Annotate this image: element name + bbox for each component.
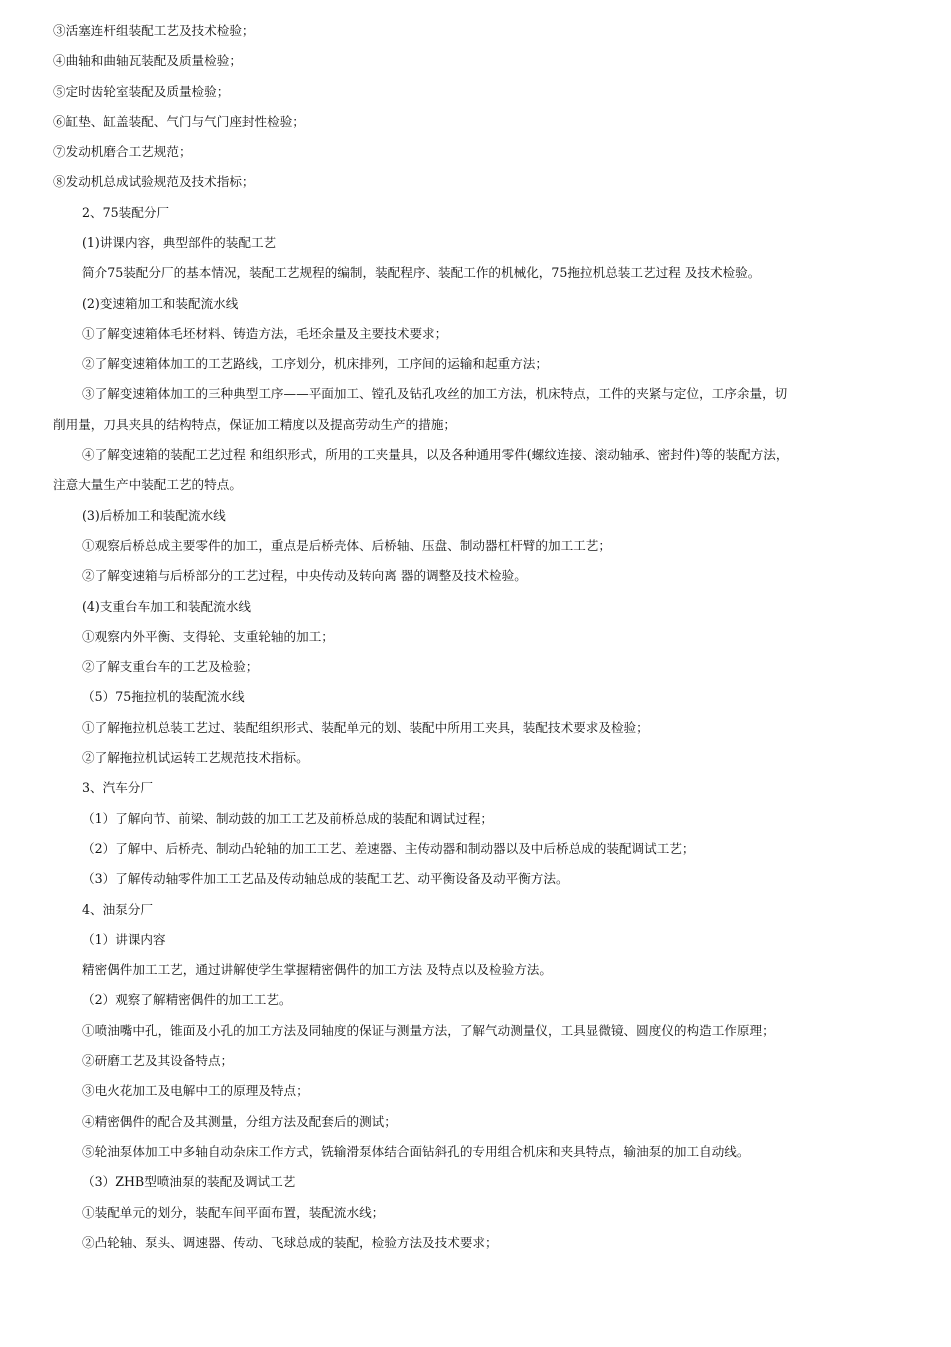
section-heading: 2、75装配分厂 [82,205,170,220]
text-line: 削用量，刀具夹具的结构特点，保证加工精度以及提高劳动生产的措施； [53,417,456,432]
text-line: ④了解变速箱的装配工艺过程 和组织形式，所用的工夹量具，以及各种通用零件(螺纹连接、滚动轴承、密封件)等的装配方法， [82,447,789,462]
subsection-heading: （5）75拖拉机的装配流水线 [82,689,245,704]
text-line: ⑥缸垫、缸盖装配、气门与气门座封性检验； [53,114,305,129]
subsection-heading: (4)支重台车加工和装配流水线 [82,599,251,614]
subsection-heading: (3)后桥加工和装配流水线 [82,508,226,523]
text-line: ③电火花加工及电解中工的原理及特点； [82,1083,309,1098]
text-line: ②了解拖拉机试运转工艺规范技术指标。 [82,750,309,765]
text-line: ①了解变速箱体毛坯材料、铸造方法，毛坯余量及主要技术要求； [82,326,448,341]
text-line: ①观察内外平衡、支得轮、支重轮轴的加工； [82,629,334,644]
text-line: ①喷油嘴中孔，锥面及小孔的加工方法及同轴度的保证与测量方法，了解气动测量仪，工具显微镜、圆度仪的构造工作原理； [82,1023,775,1038]
text-line: ③活塞连杆组装配工艺及技术检验； [53,23,255,38]
text-line: 精密偶件加工工艺，通过讲解使学生掌握精密偶件的加工方法 及特点以及检验方法。 [82,962,552,977]
text-line: ②研磨工艺及其设备特点； [82,1053,234,1068]
text-line: （1）了解向节、前梁、制动鼓的加工工艺及前桥总成的装配和调试过程； [82,811,494,826]
text-line: （3）了解传动轴零件加工工艺品及传动轴总成的装配工艺、动平衡设备及动平衡方法。 [82,871,569,886]
subsection-heading: （1）讲课内容 [82,932,166,947]
text-line: ⑤定时齿轮室装配及质量检验； [53,84,230,99]
subsection-heading: （2）观察了解精密偶件的加工工艺。 [82,992,292,1007]
text-line: 注意大量生产中装配工艺的特点。 [53,477,242,492]
text-line: ①装配单元的划分，装配车间平面布置，装配流水线； [82,1205,385,1220]
text-line: ⑧发动机总成试验规范及技术指标； [53,174,255,189]
text-line: ③了解变速箱体加工的三种典型工序——平面加工、镗孔及钻孔攻丝的加工方法，机床特点，工件的夹紧与定位，工序余量，切 [82,386,788,401]
text-line: ②凸轮轴、泵头、调速器、传动、飞球总成的装配，检验方法及技术要求； [82,1235,498,1250]
section-heading: 4、油泵分厂 [82,902,153,917]
subsection-heading: （3）ZHB型喷油泵的装配及调试工艺 [82,1174,296,1189]
text-line: ②了解变速箱体加工的工艺路线，工序划分，机床排列，工序间的运输和起重方法； [82,356,548,371]
subsection-heading: (1)讲课内容，典型部件的装配工艺 [82,235,277,250]
text-line: ②了解支重台车的工艺及检验； [82,659,259,674]
text-line: ①观察后桥总成主要零件的加工，重点是后桥壳体、后桥轴、压盘、制动器杠杆臂的加工工艺； [82,538,611,553]
text-line: 简介75装配分厂的基本情况，装配工艺规程的编制，装配程序、装配工作的机械化，75拖拉机总装工艺过程 及技术检验。 [82,265,761,280]
subsection-heading: (2)变速箱加工和装配流水线 [82,296,239,311]
text-line: ⑦发动机磨合工艺规范； [53,144,192,159]
section-heading: 3、汽车分厂 [82,780,153,795]
text-line: （2）了解中、后桥壳、制动凸轮轴的加工工艺、差速器、主传动器和制动器以及中后桥总成的装配调试工艺； [82,841,695,856]
text-line: ④精密偶件的配合及其测量，分组方法及配套后的测试； [82,1114,397,1129]
text-line: ①了解拖拉机总装工艺过、装配组织形式、装配单元的划、装配中所用工夹具，装配技术要求及检验； [82,720,649,735]
text-line: ④曲轴和曲轴瓦装配及质量检验； [53,53,242,68]
text-line: ②了解变速箱与后桥部分的工艺过程，中央传动及转向离 器的调整及技术检验。 [82,568,527,583]
text-line: ⑤轮油泵体加工中多轴自动杂床工作方式，铣输滑泵体结合面钻斜孔的专用组合机床和夹具特点，输油泵的加工自动线。 [82,1144,750,1159]
